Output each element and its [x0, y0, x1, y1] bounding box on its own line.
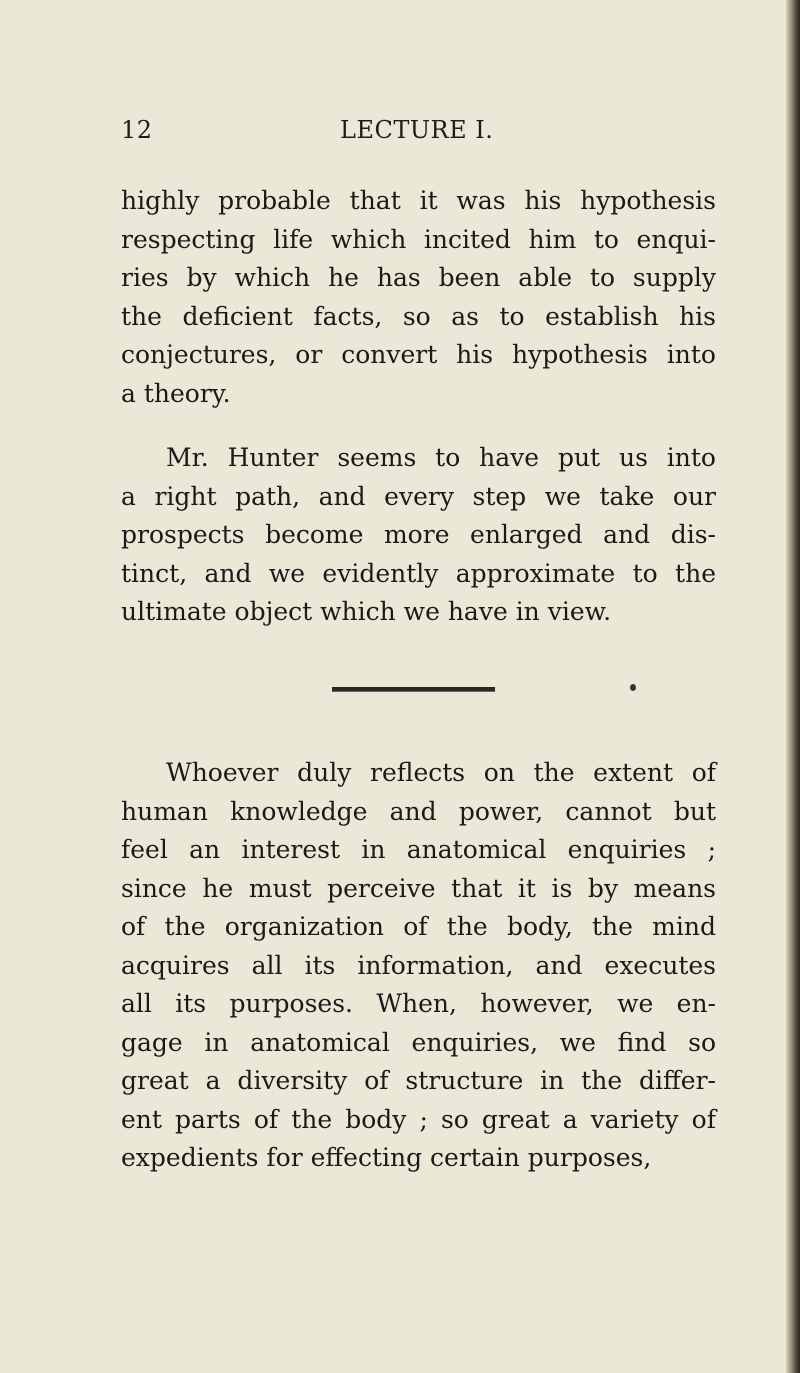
text-line: of the organization of the body, the mind: [121, 912, 716, 941]
text-line: Mr. Hunter seems to have put us into: [166, 443, 716, 472]
text-line: human knowledge and power, cannot but: [121, 796, 716, 826]
text-line: respecting life which incited him to enqui-: [121, 224, 716, 254]
text-line: prospects become more enlarged and dis-: [121, 520, 716, 549]
text-line: tinct, and we evidently approximate to the: [121, 558, 716, 588]
paragraph-3: [121, 754, 716, 1178]
page-number: 12: [121, 116, 153, 144]
page-edge-shadow: [786, 0, 800, 1373]
lecture-title: LECTURE I.: [340, 116, 494, 144]
text-line: acquires all its information, and executes: [121, 950, 716, 980]
ink-dot: [630, 684, 636, 691]
text-line: ries by which he has been able to supply: [121, 263, 716, 292]
text-line: gage in anatomical enquiries, we find so: [121, 1027, 716, 1057]
text-line: great a diversity of structure in the differ-: [121, 1066, 716, 1095]
text-line: Whoever duly reflects on the extent of: [166, 758, 716, 787]
section-divider: [332, 687, 495, 692]
text-line: since he must perceive that it is by means: [121, 873, 716, 903]
text-line: feel an interest in anatomical enquiries ;: [121, 835, 716, 864]
text-line: conjectures, or convert his hypothesis into: [121, 340, 716, 369]
running-head: [0, 116, 800, 156]
text-line: ultimate object which we have in view.: [121, 597, 612, 626]
paragraph-2: [121, 439, 716, 632]
text-line: all its purposes. When, however, we en-: [121, 989, 716, 1018]
text-line: a theory.: [121, 378, 231, 408]
text-line: a right path, and every step we take our: [121, 481, 716, 511]
text-line: expedients for effecting certain purposes,: [121, 1143, 652, 1172]
text-line: the deficient facts, so as to establish his: [121, 301, 716, 331]
text-line: highly probable that it was his hypothesis: [121, 186, 716, 215]
paragraph-1: [121, 182, 716, 413]
text-line: ent parts of the body ; so great a variety of: [121, 1104, 716, 1134]
